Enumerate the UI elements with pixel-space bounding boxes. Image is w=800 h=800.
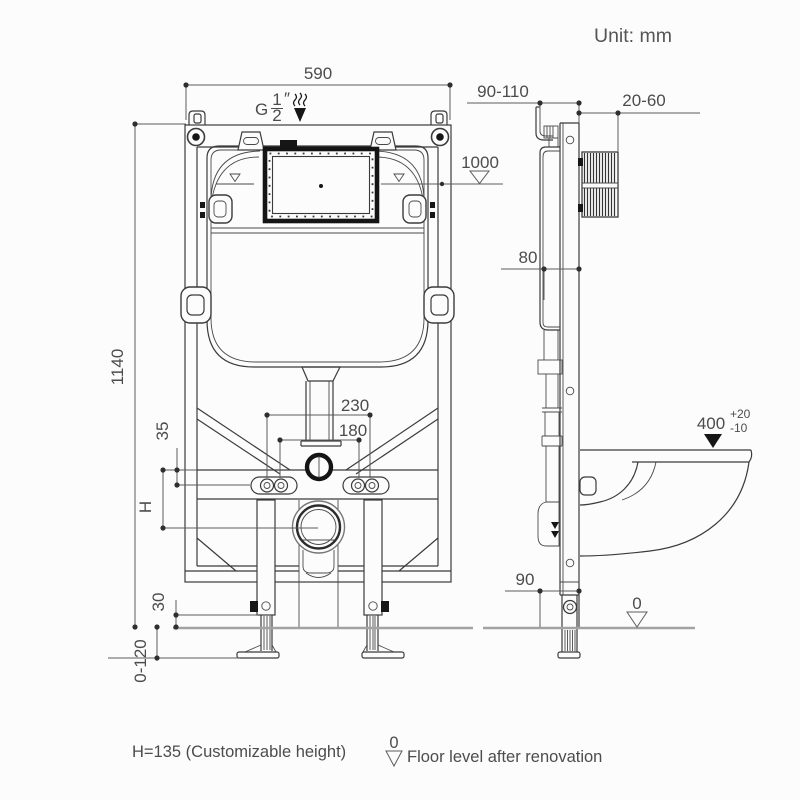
flow-arrow-icon bbox=[551, 522, 559, 529]
access-panel bbox=[265, 149, 377, 221]
dim-label-0: 0 bbox=[632, 594, 642, 613]
waste-outlet bbox=[293, 500, 345, 627]
bolt-slot-right bbox=[343, 477, 389, 494]
floor-triangle-icon bbox=[627, 612, 647, 627]
front-view bbox=[181, 111, 454, 658]
tank-fitting-left bbox=[200, 195, 232, 223]
flush-elbow bbox=[307, 455, 331, 479]
corner-screw-right bbox=[432, 129, 449, 146]
dim-inlet-offset bbox=[467, 82, 582, 123]
dim-floor-zero bbox=[627, 594, 647, 627]
dim-label-400-minus: -10 bbox=[730, 421, 748, 435]
tank-fitting-right bbox=[403, 195, 435, 223]
floor-level-footnote: Floor level after renovation bbox=[407, 748, 603, 766]
inlet-fraction-denominator: 2 bbox=[272, 106, 282, 125]
dim-label-230: 230 bbox=[340, 396, 370, 415]
leg-left bbox=[237, 500, 279, 658]
foot-plate-right bbox=[362, 652, 404, 658]
dim-frame-height bbox=[108, 121, 186, 629]
floor-zero-footnote: 0 bbox=[389, 734, 399, 752]
dim-label-400: 400 bbox=[696, 414, 726, 433]
footnotes bbox=[132, 734, 602, 766]
dim-frame-width bbox=[183, 64, 452, 120]
dim-pan-height bbox=[697, 407, 751, 448]
bolt-slot-left bbox=[251, 477, 297, 494]
rail-foot bbox=[558, 595, 580, 658]
side-view bbox=[536, 107, 752, 658]
inlet-connection-label bbox=[255, 89, 307, 125]
unit-label: Unit: mm bbox=[594, 25, 672, 47]
dim-label-80: 80 bbox=[518, 248, 538, 267]
water-inlet-icon bbox=[294, 93, 307, 122]
inlet-fraction-numerator: 1 bbox=[272, 90, 282, 109]
dim-label-20-60: 20-60 bbox=[622, 91, 666, 110]
corner-screw-left bbox=[188, 129, 205, 146]
dim-label-90: 90 bbox=[515, 570, 535, 589]
dim-label-90-110: 90-110 bbox=[477, 82, 529, 101]
dim-label-35: 35 bbox=[153, 421, 172, 441]
seat-hook-left bbox=[181, 287, 211, 323]
dim-label-400-plus: +20 bbox=[730, 407, 751, 421]
dim-leg-overlap bbox=[149, 593, 258, 630]
pan-connector bbox=[580, 477, 596, 495]
dimensions bbox=[108, 64, 751, 683]
dim-label-0-120: 0-120 bbox=[131, 639, 150, 683]
dim-label-30: 30 bbox=[149, 592, 168, 612]
foot-plate-left bbox=[237, 652, 279, 658]
water-level-icon bbox=[230, 174, 240, 182]
dim-wall-thickness bbox=[576, 91, 700, 151]
dim-leg-adjustment bbox=[108, 624, 240, 682]
flush-pipe bbox=[301, 367, 341, 446]
flow-arrow-icon bbox=[551, 531, 559, 538]
level-triangle-filled-icon bbox=[704, 434, 722, 448]
dim-label-590: 590 bbox=[303, 64, 333, 83]
dim-cistern-depth bbox=[501, 248, 582, 300]
wall-rail bbox=[560, 123, 579, 628]
cistern-profile bbox=[538, 147, 562, 546]
dim-label-H: H bbox=[136, 500, 155, 514]
seat-hook-right bbox=[424, 287, 454, 323]
mounting-bar bbox=[197, 455, 438, 499]
inlet-inch-mark: ″ bbox=[284, 89, 291, 108]
annotations bbox=[132, 25, 672, 766]
dim-label-1140: 1140 bbox=[108, 348, 127, 386]
leg-right bbox=[362, 500, 404, 658]
dim-bar-to-bolt bbox=[153, 422, 250, 488]
water-level-icon bbox=[394, 174, 404, 182]
height-footnote: H=135 (Customizable height) bbox=[132, 743, 347, 761]
floor-triangle-icon bbox=[386, 751, 402, 766]
top-bracket-left bbox=[238, 132, 264, 150]
inlet-hook bbox=[536, 107, 558, 147]
flush-sleeve bbox=[578, 152, 618, 217]
dim-rail-depth bbox=[505, 570, 582, 627]
level-triangle-icon bbox=[470, 171, 489, 184]
toilet-pan-profile bbox=[580, 450, 752, 556]
dim-label-1000: 1000 bbox=[461, 153, 499, 172]
panel-center-dot bbox=[319, 184, 323, 188]
inlet-g-label: G bbox=[255, 100, 269, 119]
dim-label-180: 180 bbox=[338, 421, 368, 440]
